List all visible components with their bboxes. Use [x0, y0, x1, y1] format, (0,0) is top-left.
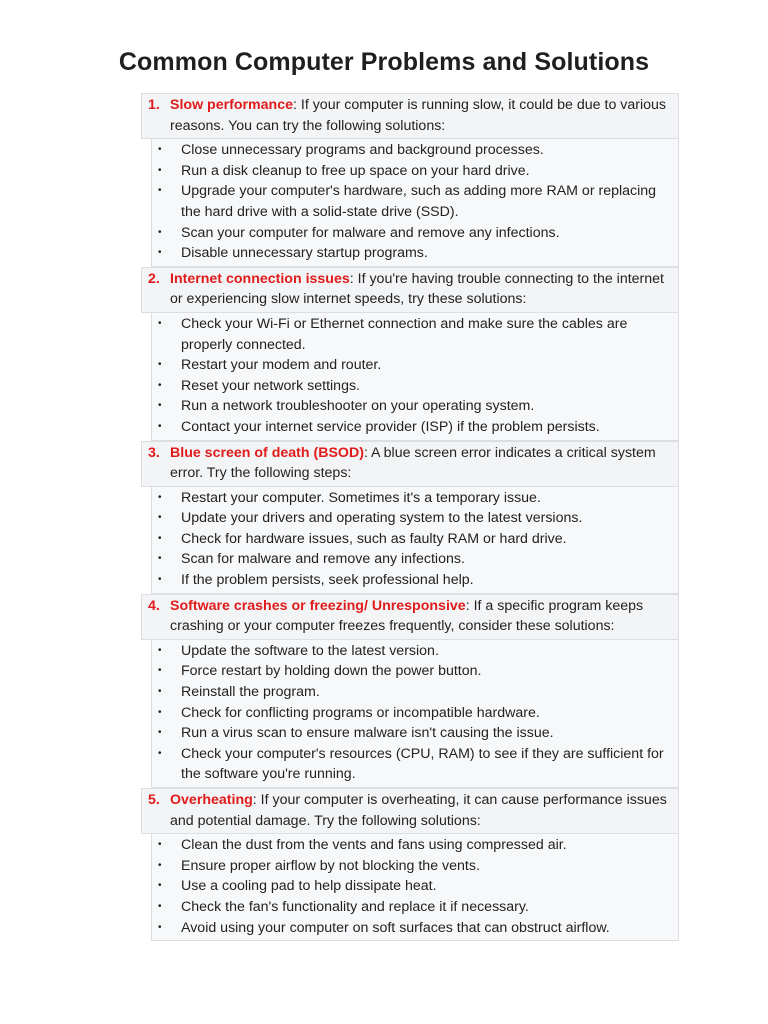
problem-description: : If your computer is running slow, it could be due to various reasons. You can try the following solutions:	[170, 97, 667, 134]
solution-text: Scan your computer for malware and remove any infections.	[181, 224, 560, 241]
solution-item	[152, 641, 678, 662]
problem-heading	[141, 93, 679, 139]
solution-text: Check for hardware issues, such as faulty RAM or hard drive.	[181, 530, 567, 547]
bullet-icon: •	[158, 164, 162, 176]
bullet-icon: •	[158, 185, 162, 197]
solution-item	[152, 161, 678, 182]
bullet-icon: •	[158, 686, 162, 698]
solution-text: Ensure proper airflow by not blocking the vents.	[181, 857, 480, 874]
page-title: Common Computer Problems and Solutions	[118, 48, 650, 76]
bullet-icon: •	[158, 665, 162, 677]
problem-number: 2.	[148, 270, 160, 287]
solution-list	[151, 487, 679, 594]
solution-item	[152, 918, 678, 939]
problem-label: Overheating	[170, 792, 253, 808]
bullet-icon: •	[158, 644, 162, 656]
solution-text: Scan for malware and remove any infections.	[181, 551, 465, 568]
problem-list	[141, 93, 679, 941]
bullet-icon: •	[158, 491, 162, 503]
solution-item	[152, 835, 678, 856]
solution-text: If the problem persists, seek professional help.	[181, 572, 474, 589]
problem-text	[170, 269, 674, 310]
problem-heading	[141, 441, 679, 487]
solution-item	[152, 488, 678, 509]
solution-item	[152, 140, 678, 161]
solution-text: Use a cooling pad to help dissipate heat.	[181, 878, 437, 895]
bullet-icon: •	[158, 532, 162, 544]
solution-item	[152, 744, 678, 785]
solution-item	[152, 529, 678, 550]
bullet-icon: •	[158, 921, 162, 933]
problem-description: : If a specific program keeps crashing or your computer freezes frequently, consider these solutions:	[170, 597, 644, 635]
problem-heading	[141, 788, 679, 834]
problem-number: 5.	[148, 792, 160, 808]
bullet-icon: •	[158, 880, 162, 892]
solution-text: Check for conflicting programs or incompatible hardware.	[181, 704, 540, 721]
problem-description: : If you're having trouble connecting to the internet or experiencing slow internet speeds, try these solutions:	[170, 270, 664, 308]
solution-item	[152, 897, 678, 918]
bullet-icon: •	[158, 859, 162, 871]
bullet-icon: •	[158, 574, 162, 586]
solution-text: Run a network troubleshooter on your operating system.	[181, 398, 535, 415]
solution-text: Clean the dust from the vents and fans using compressed air.	[181, 837, 567, 854]
problem-label: Blue screen of death (BSOD)	[170, 444, 364, 461]
solution-text: Check your Wi-Fi or Ethernet connection and make sure the cables are properly connected.	[181, 315, 628, 353]
solution-item	[152, 703, 678, 724]
solution-item	[152, 682, 678, 703]
bullet-icon: •	[158, 144, 162, 156]
solution-list	[151, 640, 679, 788]
bullet-icon: •	[158, 512, 162, 524]
solution-text: Restart your computer. Sometimes it's a temporary issue.	[181, 489, 541, 506]
solution-item	[152, 856, 678, 877]
bullet-icon: •	[158, 727, 162, 739]
solution-item	[152, 396, 678, 417]
bullet-icon: •	[158, 317, 162, 329]
problem-label: Slow performance	[170, 97, 293, 113]
solution-text: Check the fan's functionality and replace it if necessary.	[181, 898, 529, 915]
solution-item	[152, 417, 678, 438]
problem-heading	[141, 267, 679, 313]
solution-item	[152, 223, 678, 244]
bullet-icon: •	[158, 359, 162, 371]
bullet-icon: •	[158, 226, 162, 238]
problem-text	[170, 596, 674, 637]
problem-heading	[141, 594, 679, 640]
problem-number: 3.	[148, 444, 160, 461]
solution-item	[152, 355, 678, 376]
solution-item	[152, 549, 678, 570]
solution-text: Upgrade your computer's hardware, such as adding more RAM or replacing the hard drive with a solid-state drive (SSD).	[181, 183, 657, 220]
solution-item	[152, 314, 678, 355]
solution-item	[152, 508, 678, 529]
problem-text	[170, 443, 674, 484]
problem-label: Software crashes or freezing/ Unresponsive	[170, 597, 466, 614]
solution-item	[152, 876, 678, 897]
solution-item	[152, 376, 678, 397]
problem-text	[170, 790, 674, 831]
solution-item	[152, 723, 678, 744]
problem-description: : A blue screen error indicates a critical system error. Try the following steps:	[170, 444, 656, 482]
problem-description: : If your computer is overheating, it can cause performance issues and potential damage. Try the following solutions:	[170, 792, 667, 829]
solution-text: Restart your modem and router.	[181, 357, 382, 374]
bullet-icon: •	[158, 839, 162, 851]
solution-text: Disable unnecessary startup programs.	[181, 245, 428, 262]
bullet-icon: •	[158, 247, 162, 259]
bullet-icon: •	[158, 400, 162, 412]
problem-number: 4.	[148, 597, 160, 614]
solution-item	[152, 661, 678, 682]
problem-text	[170, 95, 674, 136]
solution-item	[152, 570, 678, 591]
solution-text: Avoid using your computer on soft surfaces that can obstruct airflow.	[181, 919, 610, 936]
solution-text: Update your drivers and operating system to the latest versions.	[181, 510, 583, 527]
solution-list	[151, 834, 679, 941]
solution-item	[152, 243, 678, 264]
solution-text: Close unnecessary programs and background processes.	[181, 142, 544, 159]
solution-list	[151, 139, 679, 267]
bullet-icon: •	[158, 420, 162, 432]
solution-item	[152, 181, 678, 222]
problem-number: 1.	[148, 97, 160, 113]
solution-text: Check your computer's resources (CPU, RAM) to see if they are sufficient for the software you're running.	[181, 745, 664, 783]
solution-text: Reset your network settings.	[181, 377, 360, 394]
bullet-icon: •	[158, 706, 162, 718]
solution-list	[151, 313, 679, 441]
bullet-icon: •	[158, 553, 162, 565]
solution-text: Contact your internet service provider (ISP) if the problem persists.	[181, 418, 600, 435]
solution-text: Update the software to the latest version.	[181, 642, 439, 659]
solution-text: Reinstall the program.	[181, 684, 320, 701]
solution-text: Run a virus scan to ensure malware isn't causing the issue.	[181, 725, 554, 742]
bullet-icon: •	[158, 900, 162, 912]
bullet-icon: •	[158, 379, 162, 391]
bullet-icon: •	[158, 747, 162, 759]
solution-text: Force restart by holding down the power button.	[181, 663, 482, 680]
solution-text: Run a disk cleanup to free up space on your hard drive.	[181, 162, 530, 179]
problem-label: Internet connection issues	[170, 270, 350, 287]
